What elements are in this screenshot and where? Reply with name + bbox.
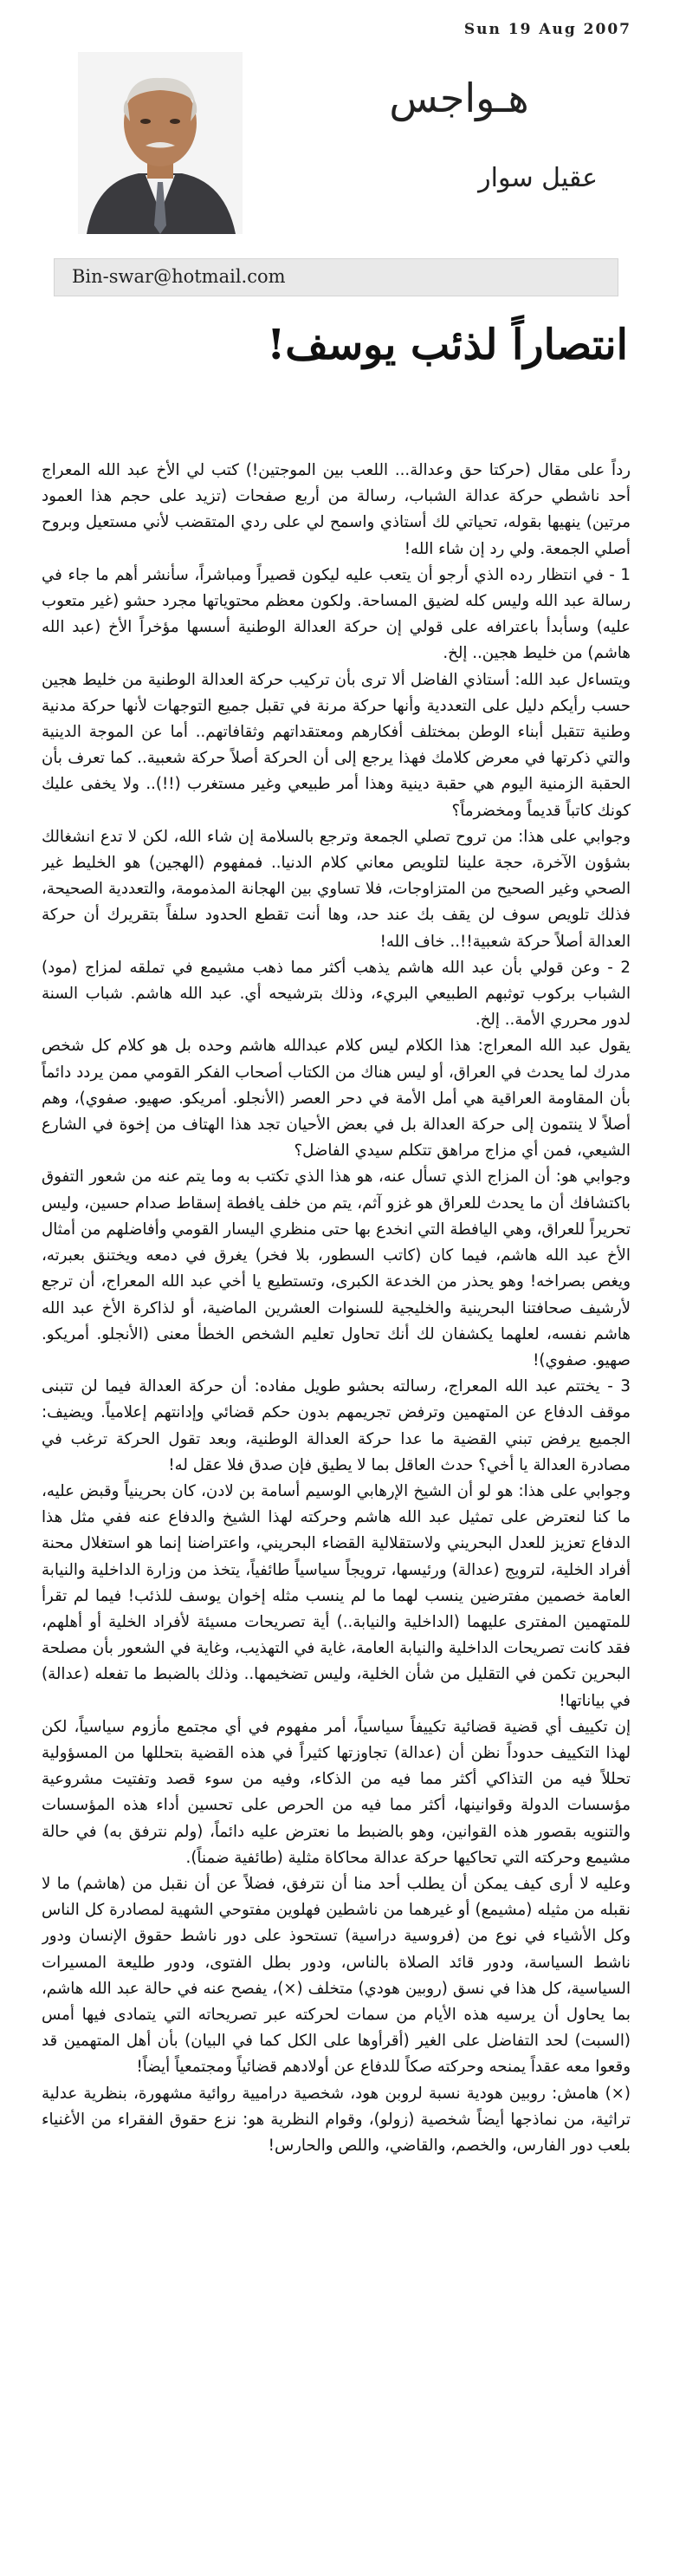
column-name: هـواجس (389, 75, 529, 121)
column-header (78, 52, 632, 234)
article-paragraph: وعليه لا أرى كيف يمكن أن يطلب أحد منا أن نترفق، فضلاً عن أن نقبل من (هاشم) ما لا نقبله من مثيله (مشيمع) أو غيرهما من ناشطين فهلوين مفتوحي الشهية لمصادرة كل الناس وكل الأشياء في نوع من (فروسية دراسية) تستحوذ على دور ناشط حقوق الإنسان ودور ناشط السياسة، ودور قائد الصلاة بالناس، ودور بطل الفتوى، ودور طليعة المسيرات السياسية، كل هذا في نسق (روبين هودي) متخلف (×)، يفصح عنه في حالة عبد الله هاشم، بما يحاول أن يرسيه هذه الأيام من سمات لحركته عبر تصريحاته التي يتمادى فيها أمس (السبت) لحد التفاضل على الغير (أقرأوها على الكل كما في البيان) بأن أهل المتهمين قد وقعوا معه عقداً يمنحه وحركته صكاً للدفاع عن أولادهم قضائياً ومجتمعياً أيضاً! (42, 1874, 631, 2077)
author-portrait-image (78, 52, 243, 234)
article-body (42, 458, 631, 2555)
article-paragraph: رداً على مقال (حركتا حق وعدالة... اللعب بين الموجتين!) كتب لي الأخ عبد الله المعراج أحد ناشطي حركة عدالة الشباب، رسالة من أربع صفحات (تزيد على حجم هذا العمود مرتين) ينهيها بقوله، تحياتي لك أستاذي واسمح لي على ردي المتقضب لأني مستعيل وبروح أصلي الجمعة. ولي رد إن شاء الله! (42, 461, 631, 558)
author-email[interactable]: Bin-swar@hotmail.com (72, 266, 286, 287)
article-footnote: (×) هامش: روبين هودية نسبة لروبن هود، شخصية دراميية روائية مشهورة، بنظرية عدلية تراثية، من نماذجها أيضاً شخصية (زولو)، وقوام النظرية هو: نزع حقوق الفقراء من الأغنياء بلعب دور الفارس، والخصم، والقاضي، واللص والحارس! (42, 2084, 631, 2155)
article-paragraph: وجوابي على هذا: هو لو أن الشيخ الإرهابي الوسيم أسامة بن لادن، كان بحرينياً وقبض عليه، ما كنا لنعترض على تمثيل عبد الله هاشم وحركته لهذا الشيخ والدفاع عنه ففي مثل هذا الدفاع تعزيز للعدل البحريني ولاستقلالية القضاء البحريني، واعتراضنا إنما هو استغلال محنة أفراد الخلية، لترويج (عدالة) ورئيسها، ترويجاً سياسياً طائفياً، يتخذ من وزارة الداخلية والنيابة العامة خصمين مفترضين ينسب لهما ما لم ينسب مثله إخوان يوسف للذئب! فيما لم تقرأ للمتهمين المفترى عليهما (الداخلية والنيابة..) أية تصريحات مسيئة لأفراد الخلية أو أهلهم، فقد كانت تصريحات الداخلية والنيابة العامة، غاية في التهذيب، وغاية في الشعور بأن مصلحة البحرين تكمن في التقليل من شأن الخلية، وليس تضخيمها.. وذلك بالضبط ما تفعله (عدالة) في بياناتها! (42, 1481, 631, 1710)
author-photo (78, 52, 243, 234)
email-bar (54, 258, 618, 296)
article-paragraph: ويتساءل عبد الله: أستاذي الفاضل ألا ترى بأن تركيب حركة العدالة الوطنية من خليط هجين حسب رأيكم دليل على التعددية وأنها حركة مرنة في تقبل جميع التوجهات لأنها حركة مدنية وطنية تتقبل أبناء الوطن بمختلف أفكارهم ومعتقداتهم وثقافاتهم.. أما عن الموجة الدينية والتي ذكرتها في معرض كلامك فهذا يرجع إلى أن الحركة أصلاً حركة شعبية.. كما تعرف بأن الحقبة الزمنية اليوم هي حقبة دينية وهذا أمر طبيعي وغير مستغرب (!!).. ولا يخفى عليك كونك كاتباً قديماً ومخضرماً؟ (42, 670, 631, 820)
publication-date: Sun 19 Aug 2007 (463, 21, 631, 38)
article-paragraph: 1 - في انتظار رده الذي أرجو أن يتعب عليه ليكون قصيراً ومباشراً، سأنشر أهم ما جاء في رسالة عبد الله وليس كله لضيق المساحة. ولكون معظم محتوياتها مجرد حشو (غير متعوب عليه) وسأبدأ باعترافه على قولي إن حركة العدالة الوطنية أسسها مؤخراً الأخ (عبد الله هاشم) من خليط هجين.. إلخ. (42, 565, 631, 663)
article-paragraph: 3 - يختتم عبد الله المعراج، رسالته بحشو طويل مفاده: أن حركة العدالة فيما لن تتبنى موقف الدفاع عن المتهمين وترفض تجريمهم بدون حكم قضائي وإدانتهم إعلامياً. ويضيف: الجميع يرفض تبني القضية ما عدا حركة العدالة الوطنية، وبعد تقول الحركة ترغب في مصادرة العدالة يا أخي؟ حدث العاقل بما لا يطيق فإن صدق فلا عقل له! (42, 1377, 631, 1474)
article-headline: انتصاراً لذئب يوسف! (267, 321, 628, 369)
author-name: عقيل سوار (478, 163, 598, 193)
article-paragraph: 2 - وعن قولي بأن عبد الله هاشم يذهب أكثر مما ذهب مشيمع في تملقه لمزاج (مود) الشباب بركوب توثبهم الطبيعي البريء، وذلك بترشيحه أي. عبد الله هاشم. شباب السنة لدور محرري الأمة.. إلخ. (42, 958, 631, 1030)
article-paragraph: وجوابي على هذا: من تروح تصلي الجمعة وترجع بالسلامة إن شاء الله، لكن لا تدع انشغالك بشؤون الآخرة، حجة علينا لتلويص معاني كلام الدنيا.. فمفهوم (الهجين) هو الخليط غير الصحي وغير الصحيح من المتزاوجات، فلا تساوي بين الهجانة المذمومة، والتعددية الصحيحة، فذلك تلويص سوف لن يقف بك عند حد، وها أنت تقطع الحدود سلفاً بتقريرك أن حركة العدالة أصلاً حركة شعبية!!.. خاف الله! (42, 827, 631, 951)
article-paragraph: يقول عبد الله المعراج: هذا الكلام ليس كلام عبدالله هاشم وحده بل هو كلام كل شخص مدرك لما يحدث في العراق، أو ليس هناك من الكتاب أصحاب الفكر القومي ممن يردد دائماً بأن المقاومة العراقية هي أمل الأمة في دحر العصر (الأنجلو. أمريكو. صهيو. صفوي)، وهم أصلاً لا ينتمون إلى حركة العدالة بل في بعض الأحيان تجد هذا الهتاف من إخوة في الشارع الشيعي، فمن أي مزاج مراهق تتكلم سيدي الفاضل؟ (42, 1037, 631, 1161)
article-paragraph: وجوابي هو: أن المزاج الذي تسأل عنه، هو هذا الذي تكتب به وما يتم عنه من شعور التفوق باكتشافك أن ما يحدث للعراق هو غزو آثم، يتم من خلف يافطة إسقاط صدام حسين، وليس تحريراً للعراق، وهي اليافطة التي انخدع بها حتى منظري اليسار القومي وأفاضلهم من أمثال الأخ عبد الله هاشم، فيما كان (كاتب السطور، بلا فخر) يغرق في دمعه ويختنق بعبرته، ويغص بصراخه! وهو يحذر من الخدعة الكبرى، وتستطيع يا أخي عبد الله المعراج، أن ترجع لأرشيف صحافتنا البحرينية والخليجية للسنوات العشرين الماضية، أو لذاكرة الأخ عبد الله هاشم نفسه، لعلهما يكشفان لك أنك تحاول تعليم الشخص الخطأ معنى (الأنجلو. أمريكو. صهيو. صفوي)! (42, 1168, 631, 1369)
article-paragraph: إن تكييف أي قضية قضائية تكييفاً سياسياً، أمر مفهوم في أي مجتمع مأزوم سياسياً، لكن لهذا التكييف حدوداً نظن أن (عدالة) تجاوزتها كثيراً في هذه القضية بتحللها من المسؤولية تحللاً فيه من التذاكي أكثر مما فيه من الذكاء، وفيه من سوء قصد وتفتيت مشروعية مؤسسات الدولة وقوانينها، أكثر مما فيه من الحرص على تحسين أداء هذه المؤسسات والتنويه بقصور هذه القوانين، وهو بالضبط ما نعترض عليه دائماً، (ولم نترفق به) في حالة مشيمع وحركته التي تحاكيها حركة عدالة محاكاة مثلية (طائفية ضمناً). (42, 1717, 631, 1867)
